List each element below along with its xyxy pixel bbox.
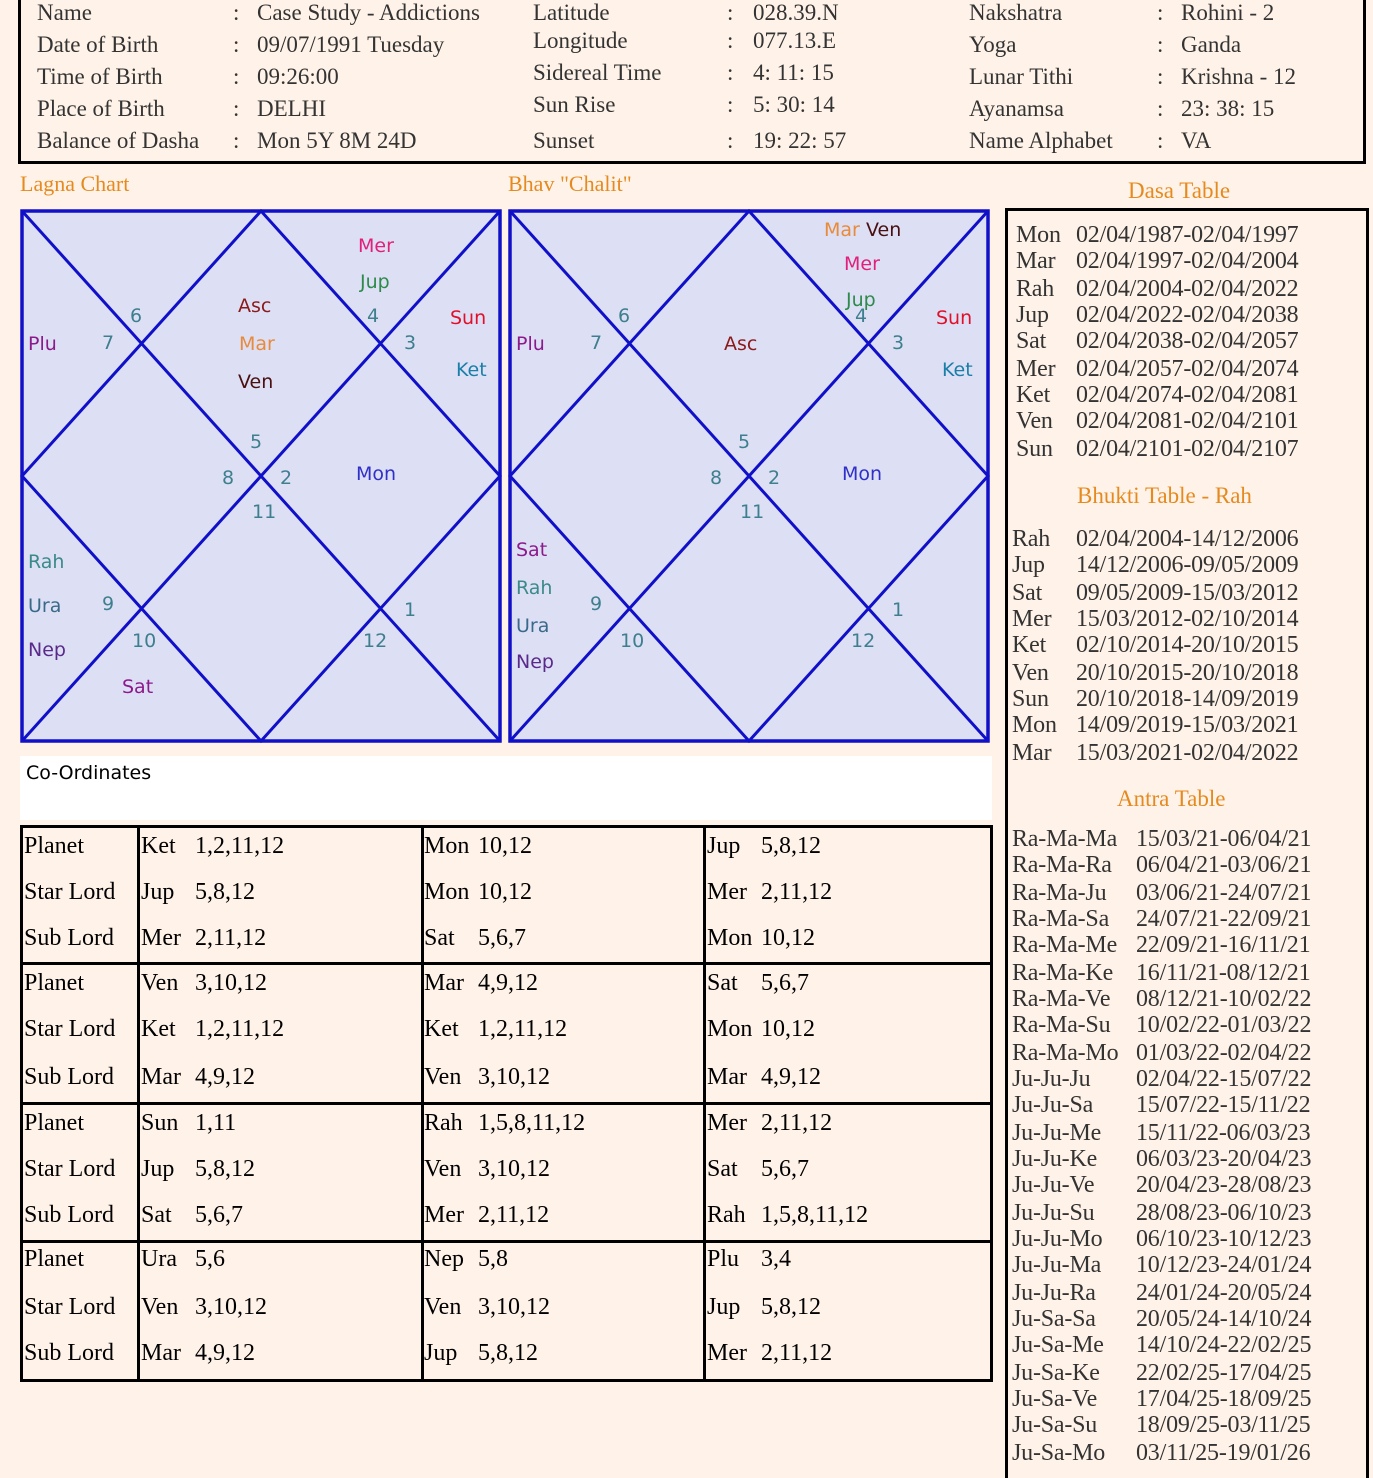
row-label: Star Lord <box>24 1156 116 1182</box>
header-label: Balance of Dasha <box>37 128 200 153</box>
cell-houses: 5,6,7 <box>478 925 526 951</box>
cell-houses: 5,6,7 <box>761 970 809 996</box>
cell-houses: 3,10,12 <box>478 1156 550 1182</box>
cell-planet: Mar <box>707 1064 747 1090</box>
header-value: Krishna - 12 <box>1181 64 1296 89</box>
antra-row-name: Ju-Sa-Sa <box>1012 1306 1096 1332</box>
cell-houses: 2,11,12 <box>761 879 833 905</box>
header-separator: : <box>233 32 240 57</box>
antra-row-dates: 15/07/22-15/11/22 <box>1136 1092 1311 1118</box>
bhukti-row-name: Jup <box>1012 552 1045 578</box>
lagna-chart <box>20 209 500 741</box>
house-number-4: 4 <box>367 305 380 327</box>
cell-houses: 2,11,12 <box>761 1110 833 1136</box>
planet-mars: Mar <box>239 333 275 355</box>
cell-planet: Mer <box>707 879 747 905</box>
bhukti-row-name: Rah <box>1012 526 1051 552</box>
antra-row-name: Ra-Ma-Ra <box>1012 852 1112 878</box>
house-number-10: 10 <box>132 630 157 652</box>
antra-row-dates: 06/04/21-03/06/21 <box>1136 852 1312 878</box>
planet-uranus: Ura <box>516 615 550 637</box>
cell-planet: Jup <box>707 1294 741 1320</box>
header-separator: : <box>727 60 734 85</box>
cell-houses: 3,10,12 <box>478 1294 550 1320</box>
cell-planet: Mer <box>707 1110 747 1136</box>
antra-row-name: Ra-Ma-Ma <box>1012 826 1118 852</box>
house-number-6: 6 <box>618 305 631 327</box>
antra-row-dates: 03/11/25-19/01/26 <box>1136 1440 1311 1466</box>
planet-saturn: Sat <box>516 539 548 561</box>
house-number-11: 11 <box>740 501 765 523</box>
table-group-divider <box>20 962 993 965</box>
antra-row-dates: 02/04/22-15/07/22 <box>1136 1066 1312 1092</box>
antra-row-dates: 03/06/21-24/07/21 <box>1136 880 1312 906</box>
antra-row-name: Ju-Ju-Ju <box>1012 1066 1091 1092</box>
antra-row-dates: 08/12/21-10/02/22 <box>1136 986 1312 1012</box>
header-label: Longitude <box>533 28 628 53</box>
planet-neptune: Nep <box>516 651 554 673</box>
antra-row-dates: 10/02/22-01/03/22 <box>1136 1012 1312 1038</box>
planet-sun: Sun <box>450 307 487 329</box>
header-value: 09/07/1991 Tuesday <box>257 32 445 57</box>
house-number-2: 2 <box>768 467 781 489</box>
table-group-divider <box>20 1240 993 1243</box>
planet-pluto: Plu <box>28 333 57 355</box>
birth-details-panel <box>18 0 1366 164</box>
header-separator: : <box>233 128 240 153</box>
cell-houses: 5,8,12 <box>761 1294 821 1320</box>
cell-houses: 4,9,12 <box>195 1340 255 1366</box>
antra-row-dates: 22/09/21-16/11/21 <box>1136 932 1311 958</box>
header-separator: : <box>233 64 240 89</box>
bhukti-row-name: Mon <box>1012 712 1057 738</box>
row-label: Star Lord <box>24 1294 116 1320</box>
cell-planet: Jup <box>141 879 175 905</box>
cell-houses: 3,4 <box>761 1246 791 1272</box>
cell-planet: Ven <box>424 1156 462 1182</box>
bhukti-row-dates: 02/04/2004-14/12/2006 <box>1076 526 1299 552</box>
antra-row-name: Ju-Ju-Mo <box>1012 1226 1103 1252</box>
dasa-row-dates: 02/04/2057-02/04/2074 <box>1076 356 1299 382</box>
row-label: Planet <box>24 1110 84 1136</box>
bhukti-row-name: Mar <box>1012 740 1052 766</box>
row-label: Sub Lord <box>24 925 114 951</box>
dasa-row-dates: 02/04/2004-02/04/2022 <box>1076 276 1299 302</box>
cell-planet: Ket <box>141 1016 176 1042</box>
house-number-12: 12 <box>851 630 876 652</box>
header-value: 09:26:00 <box>257 64 339 89</box>
house-number-8: 8 <box>222 467 235 489</box>
dasa-row-dates: 02/04/2081-02/04/2101 <box>1076 408 1299 434</box>
header-value: 4: 11: 15 <box>753 60 834 85</box>
cell-houses: 10,12 <box>478 879 532 905</box>
bhukti-row-name: Sat <box>1012 580 1043 606</box>
house-number-5: 5 <box>738 431 751 453</box>
header-label: Time of Birth <box>37 64 163 89</box>
antra-row-dates: 24/01/24-20/05/24 <box>1136 1280 1312 1306</box>
antra-row-dates: 24/07/21-22/09/21 <box>1136 906 1312 932</box>
cell-planet: Plu <box>707 1246 740 1272</box>
antra-row-dates: 17/04/25-18/09/25 <box>1136 1386 1312 1412</box>
antra-row-dates: 15/03/21-06/04/21 <box>1136 826 1312 852</box>
antra-row-name: Ju-Sa-Mo <box>1012 1440 1106 1466</box>
planet-neptune: Nep <box>28 639 66 661</box>
antra-row-name: Ju-Ju-Sa <box>1012 1092 1094 1118</box>
cell-houses: 2,11,12 <box>195 925 267 951</box>
dasa-row-dates: 02/04/2022-02/04/2038 <box>1076 302 1299 328</box>
header-label: Date of Birth <box>37 32 159 57</box>
header-label: Sunset <box>533 128 595 153</box>
header-label: Ayanamsa <box>969 96 1064 121</box>
cell-planet: Mon <box>424 833 470 859</box>
cell-houses: 3,10,12 <box>195 1294 267 1320</box>
dasa-row-name: Sun <box>1016 436 1053 462</box>
header-separator: : <box>727 0 734 25</box>
dasa-row-name: Sat <box>1016 328 1047 354</box>
row-label: Star Lord <box>24 879 116 905</box>
planet-venus: Ven <box>238 371 274 393</box>
header-value: VA <box>1181 128 1212 153</box>
house-number-1: 1 <box>404 599 417 621</box>
row-label: Planet <box>24 833 84 859</box>
header-separator: : <box>1157 64 1164 89</box>
cell-planet: Rah <box>707 1202 746 1228</box>
house-number-12: 12 <box>363 630 388 652</box>
antra-table-title: Antra Table <box>1117 786 1226 811</box>
bhukti-row-name: Ven <box>1012 660 1049 686</box>
cell-houses: 4,9,12 <box>195 1064 255 1090</box>
cell-houses: 5,8,12 <box>761 833 821 859</box>
cell-planet: Sat <box>141 1202 172 1228</box>
planet-mercury: Mer <box>358 235 394 257</box>
antra-row-name: Ra-Ma-Mo <box>1012 1040 1119 1066</box>
row-label: Star Lord <box>24 1016 116 1042</box>
row-label: Sub Lord <box>24 1340 114 1366</box>
antra-row-dates: 15/11/22-06/03/23 <box>1136 1120 1311 1146</box>
cell-houses: 5,6,7 <box>761 1156 809 1182</box>
cell-houses: 5,8,12 <box>195 1156 255 1182</box>
planet-moon: Mon <box>842 463 883 485</box>
table-group-divider <box>20 1102 993 1105</box>
bhukti-row-name: Sun <box>1012 686 1049 712</box>
antra-row-dates: 20/04/23-28/08/23 <box>1136 1172 1312 1198</box>
dasa-row-dates: 02/04/2101-02/04/2107 <box>1076 436 1299 462</box>
cell-houses: 5,6,7 <box>195 1202 243 1228</box>
antra-row-name: Ju-Ju-Ve <box>1012 1172 1095 1198</box>
header-value: Mon 5Y 8M 24D <box>257 128 417 153</box>
cell-houses: 1,5,8,11,12 <box>761 1202 869 1228</box>
house-number-7: 7 <box>102 332 115 354</box>
row-label: Sub Lord <box>24 1202 114 1228</box>
bhukti-row-name: Mer <box>1012 606 1052 632</box>
chalit-chart-title: Bhav "Chalit" <box>508 171 632 196</box>
antra-row-dates: 01/03/22-02/04/22 <box>1136 1040 1312 1066</box>
cell-planet: Mon <box>707 925 753 951</box>
dasa-row-dates: 02/04/1987-02/04/1997 <box>1076 222 1299 248</box>
header-label: Nakshatra <box>969 0 1063 25</box>
antra-row-dates: 10/12/23-24/01/24 <box>1136 1252 1312 1278</box>
antra-row-dates: 06/03/23-20/04/23 <box>1136 1146 1312 1172</box>
planet-moon: Mon <box>356 463 397 485</box>
bhukti-table-title: Bhukti Table - Rah <box>1077 483 1252 508</box>
cell-houses: 2,11,12 <box>761 1340 833 1366</box>
cell-planet: Sun <box>141 1110 179 1136</box>
antra-row-dates: 06/10/23-10/12/23 <box>1136 1226 1312 1252</box>
chalit-chart <box>508 209 988 741</box>
header-separator: : <box>233 96 240 121</box>
antra-row-dates: 14/10/24-22/02/25 <box>1136 1332 1312 1358</box>
header-value: DELHI <box>257 96 326 121</box>
header-separator: : <box>1157 0 1164 25</box>
row-label: Sub Lord <box>24 1064 114 1090</box>
antra-row-name: Ju-Ju-Ke <box>1012 1146 1098 1172</box>
header-separator: : <box>727 128 734 153</box>
coordinates-header <box>20 756 992 820</box>
cell-houses: 10,12 <box>761 925 815 951</box>
planet-sun: Sun <box>936 307 973 329</box>
cell-planet: Sat <box>707 1156 738 1182</box>
house-number-9: 9 <box>102 593 115 615</box>
dasa-table-title: Dasa Table <box>1128 178 1231 203</box>
cell-planet: Mer <box>707 1340 747 1366</box>
dasa-row-name: Mar <box>1016 248 1056 274</box>
house-number-3: 3 <box>892 332 905 354</box>
antra-row-name: Ju-Ju-Ra <box>1012 1280 1096 1306</box>
ascendant-label: Asc <box>724 333 758 355</box>
header-value: Rohini - 2 <box>1181 0 1275 25</box>
antra-row-name: Ra-Ma-Ke <box>1012 960 1114 986</box>
house-number-7: 7 <box>590 332 603 354</box>
bhukti-row-dates: 20/10/2018-14/09/2019 <box>1076 686 1299 712</box>
header-label: Latitude <box>533 0 610 25</box>
bhukti-row-dates: 14/09/2019-15/03/2021 <box>1076 712 1299 738</box>
header-value: 077.13.E <box>753 28 837 53</box>
lagna-chart-diagram <box>20 209 502 743</box>
dasa-row-name: Ket <box>1016 382 1051 408</box>
header-label: Place of Birth <box>37 96 165 121</box>
house-number-1: 1 <box>892 599 905 621</box>
house-number-9: 9 <box>590 593 603 615</box>
cell-planet: Jup <box>141 1156 175 1182</box>
house-number-2: 2 <box>280 467 293 489</box>
dasa-row-name: Jup <box>1016 302 1049 328</box>
dasa-row-name: Mon <box>1016 222 1061 248</box>
dasa-row-dates: 02/04/1997-02/04/2004 <box>1076 248 1299 274</box>
header-label: Yoga <box>969 32 1017 57</box>
cell-houses: 1,5,8,11,12 <box>478 1110 586 1136</box>
cell-houses: 2,11,12 <box>478 1202 550 1228</box>
cell-planet: Jup <box>424 1340 458 1366</box>
header-label: Name Alphabet <box>969 128 1113 153</box>
cell-houses: 1,2,11,12 <box>478 1016 568 1042</box>
dasa-row-dates: 02/04/2038-02/04/2057 <box>1076 328 1299 354</box>
antra-row-name: Ju-Ju-Su <box>1012 1200 1095 1226</box>
antra-row-name: Ra-Ma-Ve <box>1012 986 1111 1012</box>
dasa-row-name: Mer <box>1016 356 1056 382</box>
antra-row-name: Ra-Ma-Sa <box>1012 906 1110 932</box>
antra-row-name: Ra-Ma-Me <box>1012 932 1118 958</box>
bhukti-row-dates: 15/03/2021-02/04/2022 <box>1076 740 1299 766</box>
header-value: 5: 30: 14 <box>753 92 835 117</box>
planet-rahu: Rah <box>28 551 65 573</box>
header-separator: : <box>727 28 734 53</box>
house-number-6: 6 <box>130 305 143 327</box>
cell-houses: 5,8,12 <box>195 879 255 905</box>
header-value: 19: 22: 57 <box>753 128 847 153</box>
planet-venus: Ven <box>866 219 902 241</box>
cell-planet: Nep <box>424 1246 464 1272</box>
lagna-chart-title: Lagna Chart <box>20 171 130 196</box>
dasa-row-name: Ven <box>1016 408 1053 434</box>
header-label: Name <box>37 0 92 25</box>
table-column-divider <box>20 825 23 1381</box>
house-number-5: 5 <box>250 431 263 453</box>
table-column-divider <box>990 825 993 1381</box>
header-value: Case Study - Addictions <box>257 0 480 25</box>
cell-planet: Mon <box>707 1016 753 1042</box>
dasa-row-dates: 02/04/2074-02/04/2081 <box>1076 382 1299 408</box>
cell-planet: Mar <box>141 1064 181 1090</box>
dasa-row-name: Rah <box>1016 276 1055 302</box>
cell-houses: 1,11 <box>195 1110 237 1136</box>
bhukti-row-name: Ket <box>1012 632 1047 658</box>
cell-planet: Ket <box>141 833 176 859</box>
cell-houses: 10,12 <box>478 833 532 859</box>
bhukti-row-dates: 02/10/2014-20/10/2015 <box>1076 632 1299 658</box>
antra-row-name: Ju-Sa-Su <box>1012 1412 1098 1438</box>
planet-rahu: Rah <box>516 577 553 599</box>
antra-row-name: Ju-Ju-Me <box>1012 1120 1102 1146</box>
table-column-divider <box>703 825 706 1381</box>
header-separator: : <box>233 0 240 25</box>
header-value: Ganda <box>1181 32 1242 57</box>
planet-mars: Mar <box>824 219 860 241</box>
antra-row-dates: 16/11/21-08/12/21 <box>1136 960 1311 986</box>
planet-uranus: Ura <box>28 595 62 617</box>
cell-planet: Sat <box>424 925 455 951</box>
header-label: Sidereal Time <box>533 60 662 85</box>
bhukti-row-dates: 14/12/2006-09/05/2009 <box>1076 552 1299 578</box>
antra-row-name: Ra-Ma-Su <box>1012 1012 1111 1038</box>
cell-houses: 5,8 <box>478 1246 508 1272</box>
cell-planet: Mon <box>424 879 470 905</box>
bhukti-row-dates: 09/05/2009-15/03/2012 <box>1076 580 1299 606</box>
planet-jupiter: Jup <box>360 271 390 293</box>
cell-planet: Sat <box>707 970 738 996</box>
table-column-divider <box>137 825 140 1381</box>
house-number-8: 8 <box>710 467 723 489</box>
coordinates-title: Co-Ordinates <box>26 762 152 784</box>
planet-ketu: Ket <box>942 359 973 381</box>
antra-row-name: Ju-Ju-Ma <box>1012 1252 1102 1278</box>
cell-planet: Mer <box>424 1202 464 1228</box>
header-separator: : <box>1157 96 1164 121</box>
cell-houses: 4,9,12 <box>761 1064 821 1090</box>
cell-planet: Mar <box>141 1340 181 1366</box>
cell-houses: 5,6 <box>195 1246 225 1272</box>
header-label: Sun Rise <box>533 92 616 117</box>
cell-planet: Ven <box>424 1294 462 1320</box>
cell-houses: 10,12 <box>761 1016 815 1042</box>
antra-row-dates: 28/08/23-06/10/23 <box>1136 1200 1312 1226</box>
cell-houses: 5,8,12 <box>478 1340 538 1366</box>
row-label: Planet <box>24 1246 84 1272</box>
antra-row-dates: 20/05/24-14/10/24 <box>1136 1306 1312 1332</box>
header-separator: : <box>1157 128 1164 153</box>
table-border-top <box>20 825 993 828</box>
header-separator: : <box>1157 32 1164 57</box>
cell-planet: Mer <box>141 925 181 951</box>
coordinates-table <box>20 825 993 1381</box>
header-label: Lunar Tithi <box>969 64 1074 89</box>
cell-planet: Mar <box>424 970 464 996</box>
cell-planet: Ura <box>141 1246 177 1272</box>
header-value: 23: 38: 15 <box>1181 96 1275 121</box>
bhukti-row-dates: 20/10/2015-20/10/2018 <box>1076 660 1299 686</box>
antra-row-dates: 22/02/25-17/04/25 <box>1136 1360 1312 1386</box>
cell-houses: 1,2,11,12 <box>195 833 285 859</box>
antra-row-name: Ju-Sa-Ve <box>1012 1386 1098 1412</box>
cell-houses: 4,9,12 <box>478 970 538 996</box>
house-number-10: 10 <box>620 630 645 652</box>
planet-pluto: Plu <box>516 333 545 355</box>
cell-planet: Jup <box>707 833 741 859</box>
house-number-3: 3 <box>404 332 417 354</box>
cell-planet: Ket <box>424 1016 459 1042</box>
cell-houses: 1,2,11,12 <box>195 1016 285 1042</box>
header-separator: : <box>727 92 734 117</box>
cell-planet: Ven <box>141 1294 179 1320</box>
cell-planet: Ven <box>141 970 179 996</box>
planet-ketu: Ket <box>456 359 487 381</box>
house-number-4: 4 <box>855 305 868 327</box>
table-group-divider <box>20 1379 993 1382</box>
antra-row-name: Ju-Sa-Me <box>1012 1332 1104 1358</box>
bhukti-row-dates: 15/03/2012-02/10/2014 <box>1076 606 1299 632</box>
house-number-11: 11 <box>252 501 277 523</box>
antra-row-dates: 18/09/25-03/11/25 <box>1136 1412 1311 1438</box>
planet-saturn: Sat <box>122 676 154 698</box>
header-value: 028.39.N <box>753 0 839 25</box>
cell-planet: Ven <box>424 1064 462 1090</box>
row-label: Planet <box>24 970 84 996</box>
cell-houses: 3,10,12 <box>478 1064 550 1090</box>
planet-jupiter: Jup <box>846 289 876 311</box>
ascendant-label: Asc <box>238 295 272 317</box>
cell-planet: Rah <box>424 1110 463 1136</box>
antra-row-name: Ju-Sa-Ke <box>1012 1360 1100 1386</box>
chalit-chart-diagram <box>508 209 990 743</box>
cell-houses: 3,10,12 <box>195 970 267 996</box>
planet-mercury: Mer <box>844 253 880 275</box>
antra-row-name: Ra-Ma-Ju <box>1012 880 1107 906</box>
